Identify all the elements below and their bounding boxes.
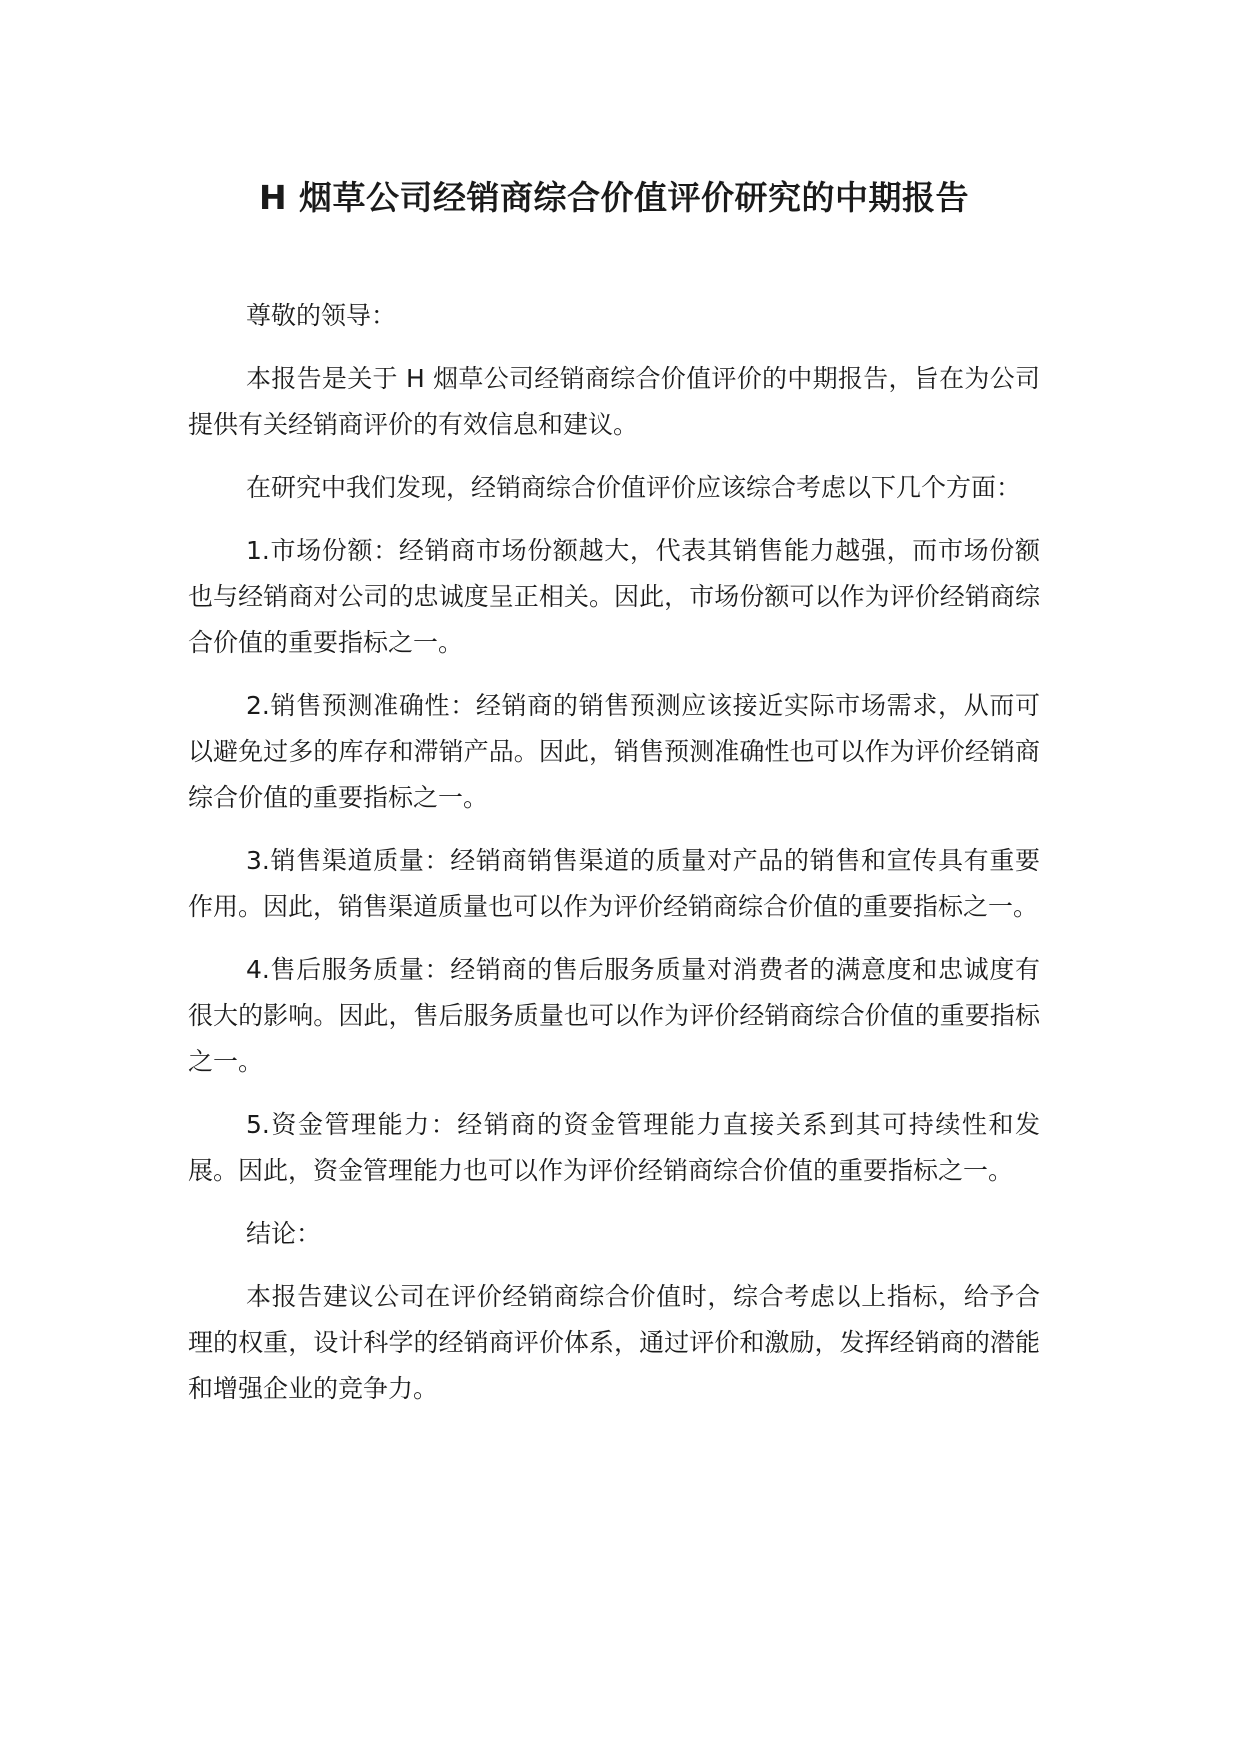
point-capital-management: 5.资金管理能力：经销商的资金管理能力直接关系到其可持续性和发展。因此，资金管理能力也可以作为评价经销商综合价值的重要指标之一。 (188, 1110, 1040, 1185)
point-after-sales-service: 4.售后服务质量：经销商的售后服务质量对消费者的满意度和忠诚度有很大的影响。因此，售后服务质量也可以作为评价经销商综合价值的重要指标之一。 (188, 955, 1040, 1076)
findings-lead-paragraph: 在研究中我们发现，经销商综合价值评价应该综合考虑以下几个方面： (246, 473, 1022, 502)
intro-paragraph: 本报告是关于 H 烟草公司经销商综合价值评价的中期报告，旨在为公司提供有关经销商评价的有效信息和建议。 (188, 364, 1040, 439)
point-sales-forecast-accuracy: 2.销售预测准确性：经销商的销售预测应该接近实际市场需求，从而可以避免过多的库存和滞销产品。因此，销售预测准确性也可以作为评价经销商综合价值的重要指标之一。 (188, 691, 1040, 812)
document-title: H 烟草公司经销商综合价值评价研究的中期报告 (258, 178, 970, 217)
point-sales-channel-quality: 3.销售渠道质量：经销商销售渠道的质量对产品的销售和宣传具有重要作用。因此，销售渠道质量也可以作为评价经销商综合价值的重要指标之一。 (188, 846, 1040, 921)
salutation: 尊敬的领导： (246, 301, 397, 330)
document-body (188, 293, 1040, 1429)
conclusion-heading: 结论： (246, 1219, 322, 1248)
conclusion-paragraph: 本报告建议公司在评价经销商综合价值时，综合考虑以上指标，给予合理的权重，设计科学的经销商评价体系，通过评价和激励，发挥经销商的潜能和增强企业的竞争力。 (188, 1282, 1040, 1403)
point-market-share: 1.市场份额：经销商市场份额越大，代表其销售能力越强，而市场份额也与经销商对公司的忠诚度呈正相关。因此，市场份额可以作为评价经销商综合价值的重要指标之一。 (188, 536, 1040, 657)
